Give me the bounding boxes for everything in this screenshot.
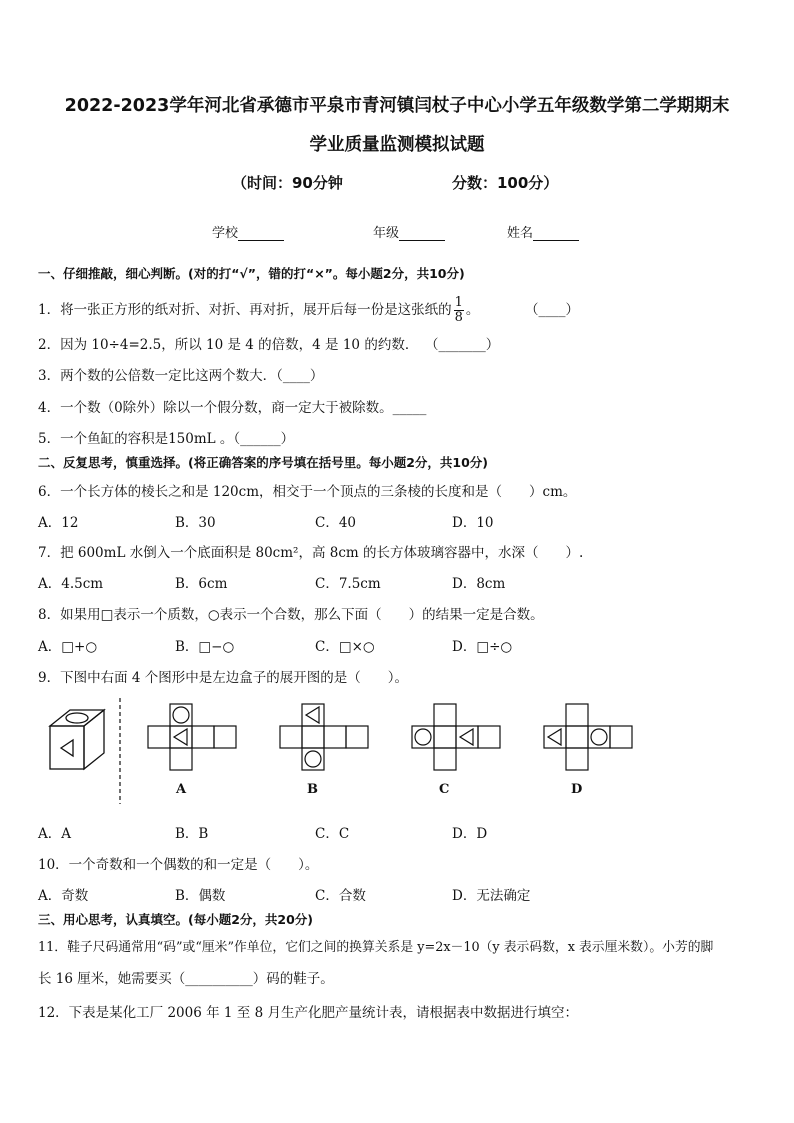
question-12: 12．下表是某化工厂 2006 年 1 至 8 月生产化肥产量统计表，请根据表中数据进行填空： — [38, 1005, 578, 1021]
q7-option-c[interactable]: C．7.5cm — [315, 576, 381, 592]
question-2-answer-blank[interactable]: （_______） — [425, 337, 500, 353]
question-7: 7．把 600mL 水倒入一个底面积是 80cm²，高 8cm 的长方体玻璃容器中，水深（ ）. — [38, 545, 584, 561]
q7-option-a[interactable]: A．4.5cm — [38, 576, 104, 592]
q6-option-d[interactable]: D．10 — [452, 515, 494, 531]
school-blank[interactable] — [238, 228, 284, 241]
question-11-line1: 11．鞋子尺码通常用“码”或“厘米”作单位，它们之间的换算关系是 y=2x－10（y 表示码数，x 表示厘米数）。小芳的脚 — [38, 940, 714, 955]
question-10: 10．一个奇数和一个偶数的和一定是（ ）。 — [38, 857, 319, 873]
question-1-answer-blank[interactable]: （____） — [525, 302, 579, 318]
question-11-line2: 长 16 厘米，她需要买（__________）码的鞋子。 — [38, 971, 334, 987]
q9-option-b[interactable]: B．B — [175, 826, 209, 842]
q9-option-c[interactable]: C．C — [315, 826, 350, 842]
school-field[interactable] — [212, 222, 284, 241]
fig-label-c: C — [439, 782, 450, 797]
fig-label-d: D — [571, 782, 583, 797]
q8-option-c[interactable]: C．□×○ — [315, 639, 375, 655]
q7-option-b[interactable]: B．6cm — [175, 576, 228, 592]
fraction-denominator: 8 — [454, 310, 463, 325]
section-1-heading: 一、仔细推敲，细心判断。(对的打“√”，错的打“×”。每小题2分，共10分) — [38, 266, 465, 281]
cube-box-icon — [50, 710, 104, 769]
fig-label-a: A — [176, 782, 187, 797]
grade-label: 年级 — [373, 226, 400, 241]
fraction-one-eighth — [454, 296, 464, 325]
time-info: （时间：90分钟 — [232, 174, 343, 192]
q6-option-a[interactable]: A．12 — [38, 515, 79, 531]
q9-option-d[interactable]: D．D — [452, 826, 488, 842]
section-2-heading: 二、反复思考，慎重选择。(将正确答案的序号填在括号里。每小题2分，共10分) — [38, 455, 489, 470]
fraction-numerator: 1 — [454, 295, 463, 310]
net-d-icon — [544, 704, 632, 770]
question-9: 9．下图中右面 4 个图形中是左边盒子的展开图的是（ ）。 — [38, 670, 409, 686]
score-info: 分数：100分） — [452, 174, 559, 192]
question-1-text: 1．将一张正方形的纸对折、对折、再对折，展开后每一份是这张纸的 — [38, 302, 452, 318]
name-label: 姓名 — [507, 226, 534, 241]
q7-option-d[interactable]: D．8cm — [452, 576, 506, 592]
question-6: 6．一个长方体的棱长之和是 120cm，相交于一个顶点的三条棱的长度和是（ ）cm。 — [38, 484, 577, 500]
question-3: 3．两个数的公倍数一定比这两个数大．（____） — [38, 368, 324, 384]
question-2: 2．因为 10÷4=2.5，所以 10 是 4 的倍数，4 是 10 的约数． — [38, 337, 419, 353]
question-8: 8．如果用□表示一个质数，○表示一个合数，那么下面（ ）的结果一定是合数。 — [38, 607, 544, 623]
q6-option-c[interactable]: C．40 — [315, 515, 357, 531]
exam-title-line1: 2022-2023学年河北省承德市平泉市青河镇闫杖子中心小学五年级数学第二学期期末 — [64, 96, 730, 116]
q8-option-a[interactable]: A．□+○ — [38, 639, 98, 655]
question-5: 5．一个鱼缸的容积是150mL 。（______） — [38, 431, 295, 447]
grade-blank[interactable] — [399, 228, 445, 241]
fig-label-b: B — [307, 782, 318, 797]
name-field[interactable] — [507, 222, 579, 241]
school-label: 学校 — [212, 226, 239, 241]
exam-title-line2: 学业质量监测模拟试题 — [309, 135, 485, 155]
q10-option-a[interactable]: A．奇数 — [38, 888, 89, 904]
section-3-heading: 三、用心思考，认真填空。(每小题2分，共20分) — [38, 912, 314, 927]
net-c-icon — [412, 704, 500, 770]
q9-figure — [40, 696, 660, 806]
net-b-icon — [280, 704, 368, 770]
q9-option-a[interactable]: A．A — [38, 826, 71, 842]
q8-option-b[interactable]: B．□−○ — [175, 639, 235, 655]
q10-option-c[interactable]: C．合数 — [315, 888, 366, 904]
question-4: 4．一个数（0除外）除以一个假分数，商一定大于被除数。_____ — [38, 400, 427, 416]
q6-option-b[interactable]: B．30 — [175, 515, 216, 531]
q10-option-b[interactable]: B．偶数 — [175, 888, 226, 904]
grade-field[interactable] — [373, 222, 445, 241]
question-1 — [38, 296, 479, 325]
name-blank[interactable] — [533, 228, 579, 241]
question-1-end: 。 — [465, 302, 480, 318]
q8-option-d[interactable]: D．□÷○ — [452, 639, 513, 655]
net-a-icon — [148, 704, 236, 770]
q10-option-d[interactable]: D．无法确定 — [452, 888, 531, 904]
